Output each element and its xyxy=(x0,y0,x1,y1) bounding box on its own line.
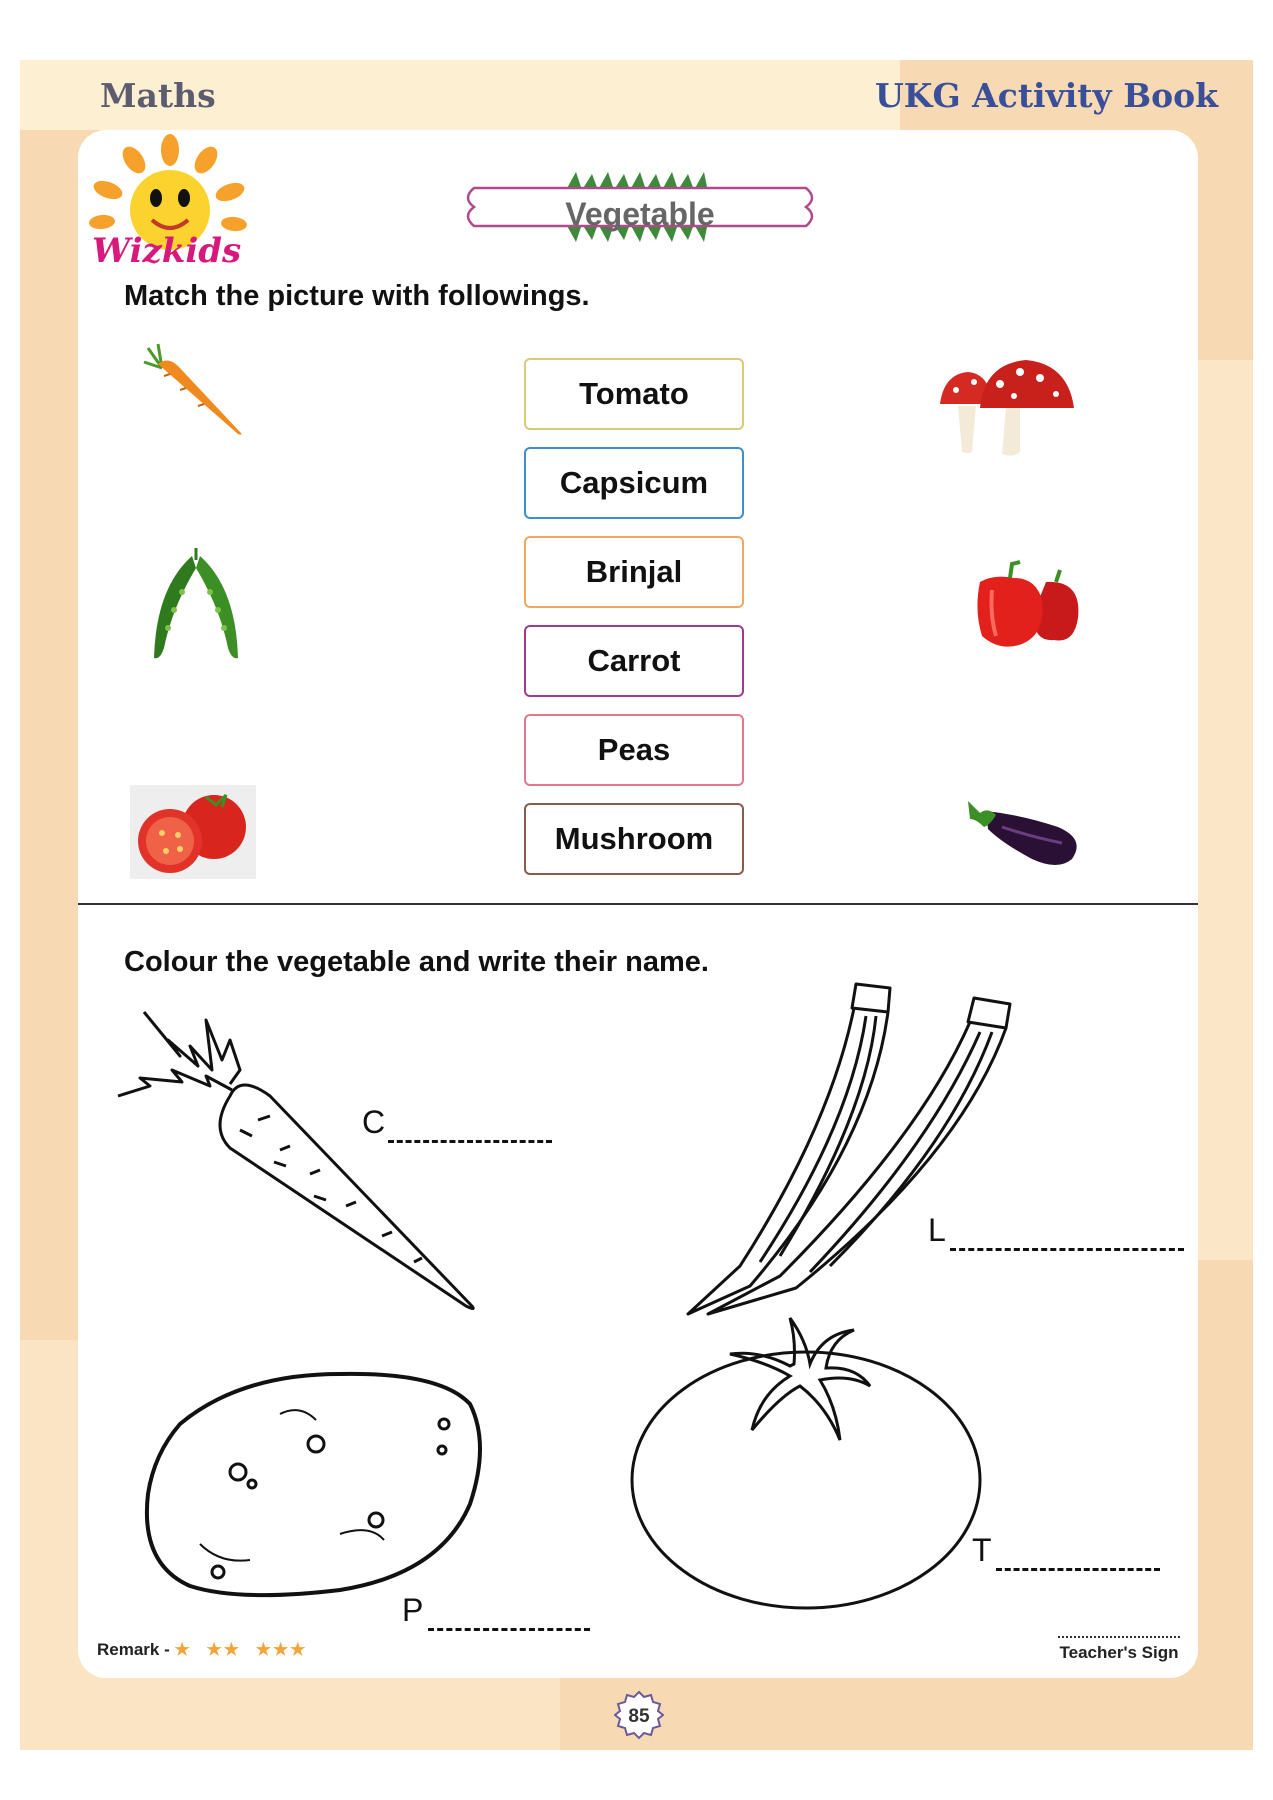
star-rating-2[interactable]: ★★ xyxy=(206,1640,241,1659)
potato-hint-letter: P xyxy=(402,1592,424,1628)
carrot-answer-line[interactable] xyxy=(388,1140,552,1143)
carrot-hint-letter: C xyxy=(362,1104,386,1140)
teacher-sign-label: Teacher's Sign xyxy=(1059,1643,1179,1662)
page-number: 85 xyxy=(628,1706,650,1727)
word-box-capsicum[interactable]: Capsicum xyxy=(524,447,744,519)
potato-answer-line[interactable] xyxy=(428,1628,590,1631)
word-box-tomato[interactable]: Tomato xyxy=(524,358,744,430)
ladyfinger-outline-drawing[interactable] xyxy=(680,976,1040,1326)
tomato-answer-line[interactable] xyxy=(996,1568,1160,1571)
carrot-icon[interactable] xyxy=(140,340,250,440)
tomato-outline-drawing[interactable] xyxy=(630,1310,990,1620)
word-box-peas[interactable]: Peas xyxy=(524,714,744,786)
tomato-hint-letter: T xyxy=(972,1532,992,1568)
potato-outline-drawing[interactable] xyxy=(140,1364,490,1604)
section-divider xyxy=(78,903,1198,905)
match-instruction: Match the picture with followings. xyxy=(124,280,590,312)
capsicum-icon[interactable] xyxy=(970,560,1082,650)
logo-text: Wizkids xyxy=(92,231,242,271)
mushroom-icon[interactable] xyxy=(940,358,1080,460)
ladyfinger-hint-letter: L xyxy=(928,1212,946,1248)
word-box-brinjal[interactable]: Brinjal xyxy=(524,536,744,608)
tomato-icon[interactable] xyxy=(130,785,256,879)
word-box-mushroom[interactable]: Mushroom xyxy=(524,803,744,875)
word-box-carrot[interactable]: Carrot xyxy=(524,625,744,697)
background-shape xyxy=(1193,360,1253,1260)
remark-label: Remark - xyxy=(97,1640,170,1659)
star-rating-1[interactable]: ★ xyxy=(174,1640,192,1659)
page-number-badge xyxy=(614,1690,664,1740)
ladyfinger-answer-line[interactable] xyxy=(950,1248,1184,1251)
wizkids-logo xyxy=(82,132,252,272)
star-rating-3[interactable]: ★★★ xyxy=(255,1640,308,1659)
peas-icon[interactable] xyxy=(146,548,246,666)
colour-instruction: Colour the vegetable and write their name. xyxy=(124,946,709,978)
teacher-sign-line[interactable] xyxy=(1058,1636,1180,1638)
topic-title: Vegetable xyxy=(565,196,715,232)
brinjal-icon[interactable] xyxy=(962,797,1082,869)
subject-label: Maths xyxy=(100,76,216,115)
remark xyxy=(97,1640,307,1660)
carrot-outline-drawing[interactable] xyxy=(110,1000,490,1320)
book-title: UKG Activity Book xyxy=(874,76,1218,115)
